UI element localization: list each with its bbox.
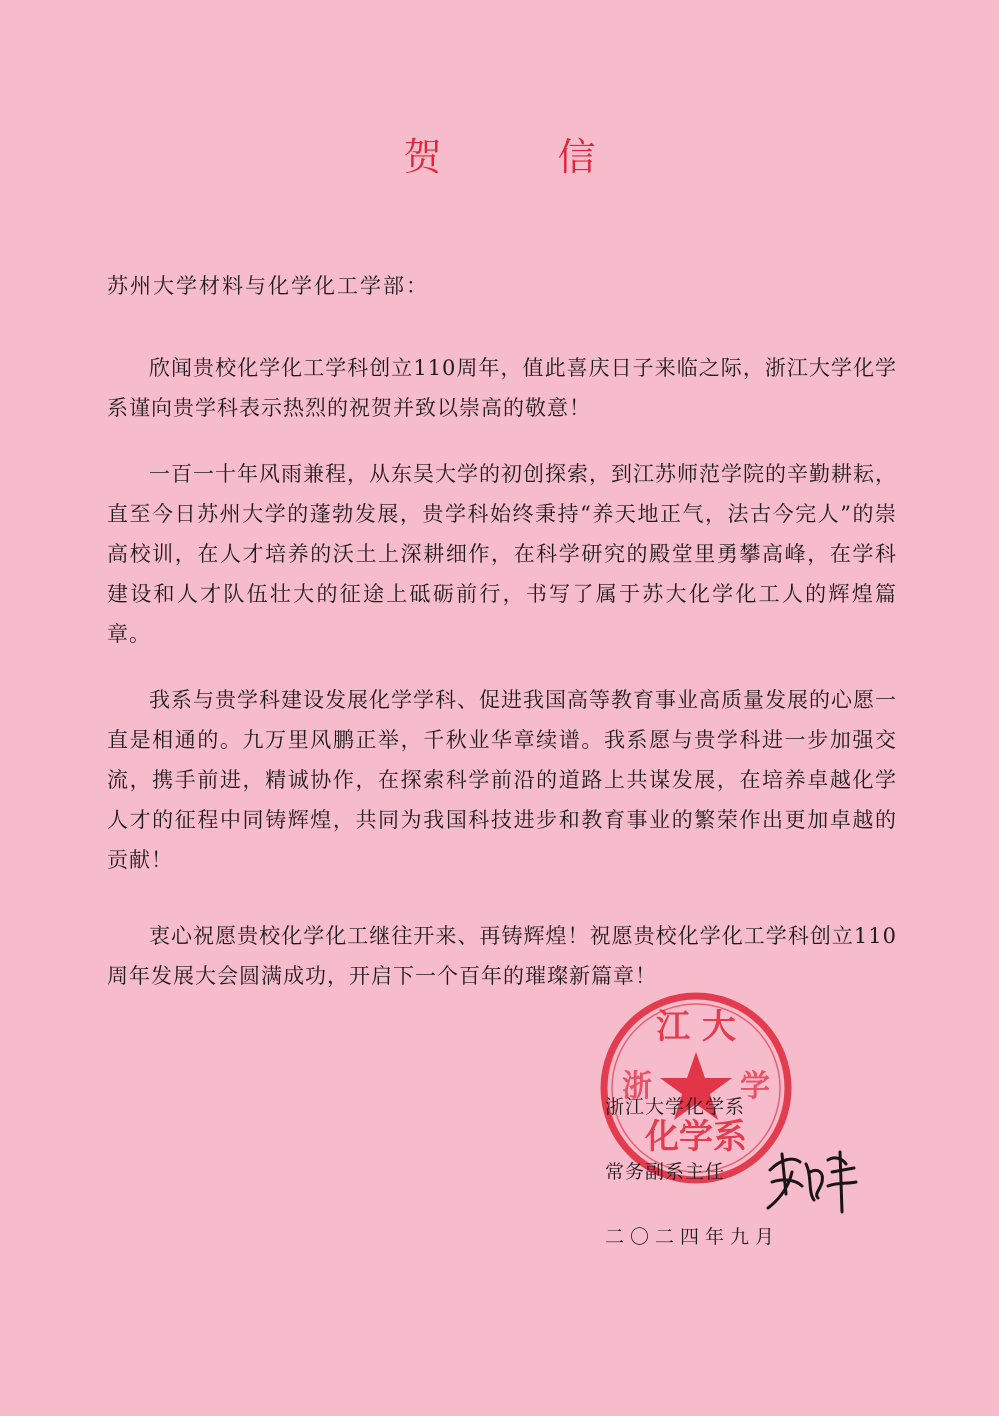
seal-left-text: 浙	[622, 1069, 652, 1104]
letter-date: 二〇二四年九月	[605, 1226, 781, 1248]
paragraph-2: 一百一十年风雨兼程，从东吴大学的初创探索，到江苏师范学院的辛勤耕耘，直至今日苏州大学的蓬勃发展，贵学科始终秉持“养天地正气，法古今完人”的崇高校训，在人才培养的沃土上深耕细作，在科学研究的殿堂里勇攀高峰，在学科建设和人才队伍壮大的征途上砥砺前行，书写了属于苏大化学化工人的辉煌篇章。	[107, 462, 897, 646]
letter-title: 贺 信	[403, 135, 648, 179]
seal-right-text: 学	[740, 1069, 770, 1104]
paragraph-1: 欣闻贵校化学化工学科创立110周年，值此喜庆日子来临之际，浙江大学化学系谨向贵学科表示热烈的祝贺并致以崇高的敬意！	[107, 356, 897, 420]
seal-top-text: 江 大	[656, 1007, 736, 1047]
seal-bottom-text: 化学系	[645, 1117, 747, 1157]
signer-role: 常务副系主任	[605, 1161, 726, 1183]
paragraph-4: 衷心祝愿贵校化学化工继往开来、再铸辉煌！祝愿贵校化学化工学科创立110周年发展大会圆满成功，开启下一个百年的璀璨新篇章！	[107, 924, 897, 988]
handwritten-signature	[762, 1142, 862, 1217]
paragraph-3: 我系与贵学科建设发展化学学科、促进我国高等教育事业高质量发展的心愿一直是相通的。九万里风鹏正举，千秋业华章续谱。我系愿与贵学科进一步加强交流，携手前进，精诚协作，在探索科学前沿的道路上共谋发展，在培养卓越化学人才的征程中同铸辉煌，共同为我国科技进步和教育事业的繁荣作出更加卓越的贡献！	[107, 688, 897, 872]
issuing-organization: 浙江大学化学系	[605, 1096, 746, 1118]
salutation: 苏州大学材料与化学化工学部：	[107, 274, 429, 298]
